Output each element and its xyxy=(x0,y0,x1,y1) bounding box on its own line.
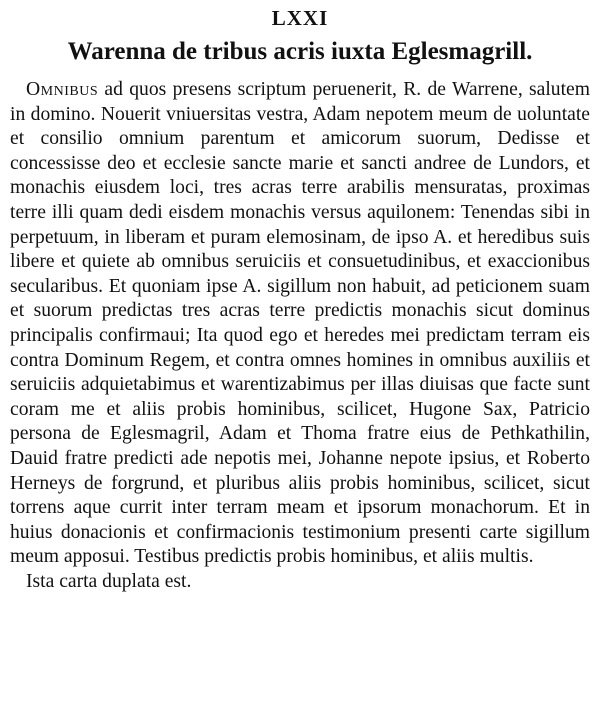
charter-title: Warenna de tribus acris iuxta Eglesmagrill. xyxy=(67,38,533,65)
charter-incipit: Omnibus xyxy=(26,79,99,100)
charter-body-text: ad quos presens scriptum peruenerit, R. de Warrene, salutem in domino. Nouerit vniuersitas vestra, Adam nepotem meum de uoluntate et consilio omnium parentum et amicorum suorum, Dedisse et concessisse deo et ecclesie sancte marie et sancti andree de Lundors, et monachis eiusdem loci, tres acras terre arabilis mensuratas, proximas terre illi quam dedi eisdem monachis versus aquilonem: Tenendas sibi in perpetuum, in liberam et puram elemosinam, de ipso A. et heredibus suis libere et quiete ab omnibus seruiciis et consuetudinibus, et exaccionibus secularibus. Et quoniam ipse A. sigillum non habuit, ad peticionem suam et suorum predictas tres acras terre predictis monachis sicut dominus principalis confirmaui; Ita quod ego et heredes mei predictam terram eis contra Dominum Regem, et contra omnes homines in omnibus auxiliis et seruiciis adquietabimus et warentizabimus per illas diuisas que facte sunt coram me et aliis probis hominibus, scilicet, Hugone Sax, Patricio persona de Eglesmagril, Adam et Thoma fratre eius de Pethkathilin, Dauid fratre predicti ade nepotis mei, Johanne nepote ipsius, et Roberto Herneys de forgrund, et pluribus aliis probis hominibus, scilicet, sicut torrens aque currit inter terram meam et ipsorum monachorum. Et in huius donacionis et confirmacionis testimonium presenti carte sigillum meum apposui. Testibus predictis probis hominibus, et aliis multis. xyxy=(10,79,590,568)
charter-number: LXXI xyxy=(271,6,329,30)
charter-note: Ista carta duplata est. xyxy=(26,570,192,592)
charter-body xyxy=(10,78,590,570)
